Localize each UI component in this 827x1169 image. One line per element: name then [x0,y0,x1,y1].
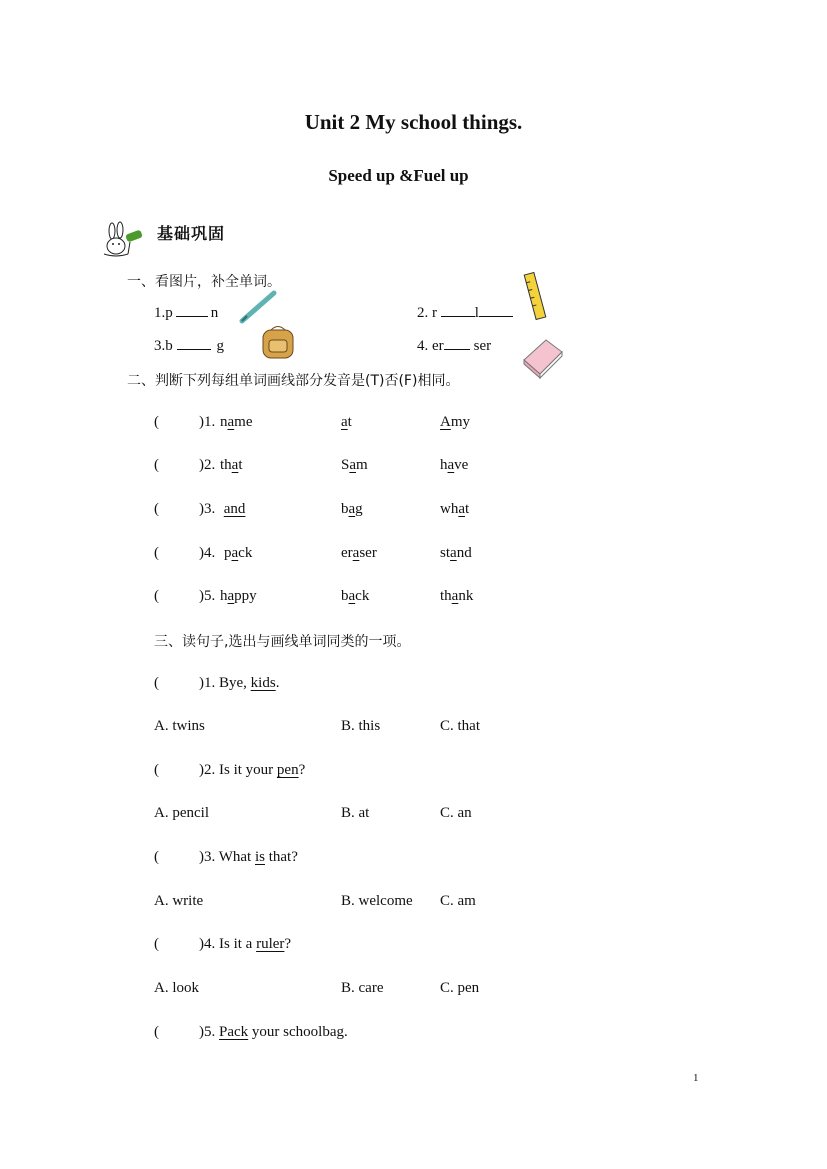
word: pack [224,545,253,561]
page-title: Unit 2 My school things. [304,110,523,134]
question-number: )5. [199,588,216,604]
pen-icon [238,290,278,324]
word-item-3: 3.b g [154,338,224,354]
blank[interactable] [177,349,211,350]
option-c[interactable]: C. an [440,805,472,821]
option-b[interactable]: B. care [341,980,384,996]
word: have [440,457,469,473]
word: what [440,501,470,517]
option-c[interactable]: C. am [440,893,476,909]
part2-heading: 二、判断下列每组单词画线部分发音是(T)否(F)相同。 [127,373,460,389]
option-b[interactable]: B. this [341,718,381,734]
blank[interactable] [176,316,208,317]
question-number: )2. [199,457,216,473]
answer-paren[interactable]: ( [154,762,159,778]
word: eraser [341,545,377,561]
option-c[interactable]: C. pen [440,980,480,996]
question-sentence: )5. Pack your schoolbag. [199,1024,348,1040]
answer-paren[interactable]: ( [154,501,159,517]
word-item-4: 4. er ser [417,338,492,354]
word: at [341,414,352,430]
word-item-2: 2. r l [417,305,513,322]
answer-paren[interactable]: ( [154,588,159,604]
option-a[interactable]: A. look [154,980,199,996]
option-a[interactable]: A. twins [154,718,205,734]
ruler-icon [522,271,552,321]
schoolbag-icon [259,326,297,360]
eraser-icon [520,334,566,380]
answer-paren[interactable]: ( [154,936,159,952]
blank[interactable] [479,316,513,317]
blank[interactable] [441,316,475,317]
word: that [220,457,243,473]
section-heading: 基础巩固 [157,224,226,243]
answer-paren[interactable]: ( [154,457,159,473]
word: and [223,501,246,517]
word-item-1: 1.p n [154,305,219,321]
part3-heading: 三、读句子,选出与画线单词同类的一项。 [154,634,411,650]
question-number: )4. [199,545,216,561]
page-subtitle: Speed up &Fuel up [328,166,469,185]
option-b[interactable]: B. at [341,805,370,821]
word: thank [440,588,474,604]
question-sentence: )2. Is it your pen? [199,762,306,778]
question-number: )3. [199,501,216,517]
question-sentence: )3. What is that? [199,849,298,865]
word: name [220,414,253,430]
word: back [341,588,370,604]
option-b[interactable]: B. welcome [341,893,413,909]
word: stand [440,545,472,561]
option-a[interactable]: A. pencil [154,805,209,821]
option-a[interactable]: A. write [154,893,204,909]
option-c[interactable]: C. that [440,718,480,734]
page-number: 1 [693,1072,699,1084]
word: bag [341,501,363,517]
blank[interactable] [444,349,470,350]
answer-paren[interactable]: ( [154,1024,159,1040]
word: happy [220,588,257,604]
question-sentence: )4. Is it a ruler? [199,936,292,952]
answer-paren[interactable]: ( [154,675,159,691]
answer-paren[interactable]: ( [154,849,159,865]
word: Amy [440,414,471,430]
question-number: )1. [199,414,216,430]
question-sentence: )1. Bye, kids. [199,675,280,691]
word: Sam [341,457,368,473]
answer-paren[interactable]: ( [154,414,159,430]
answer-paren[interactable]: ( [154,545,159,561]
part1-heading: 一、看图片，补全单词。 [127,274,281,290]
rabbit-icon [100,222,148,258]
